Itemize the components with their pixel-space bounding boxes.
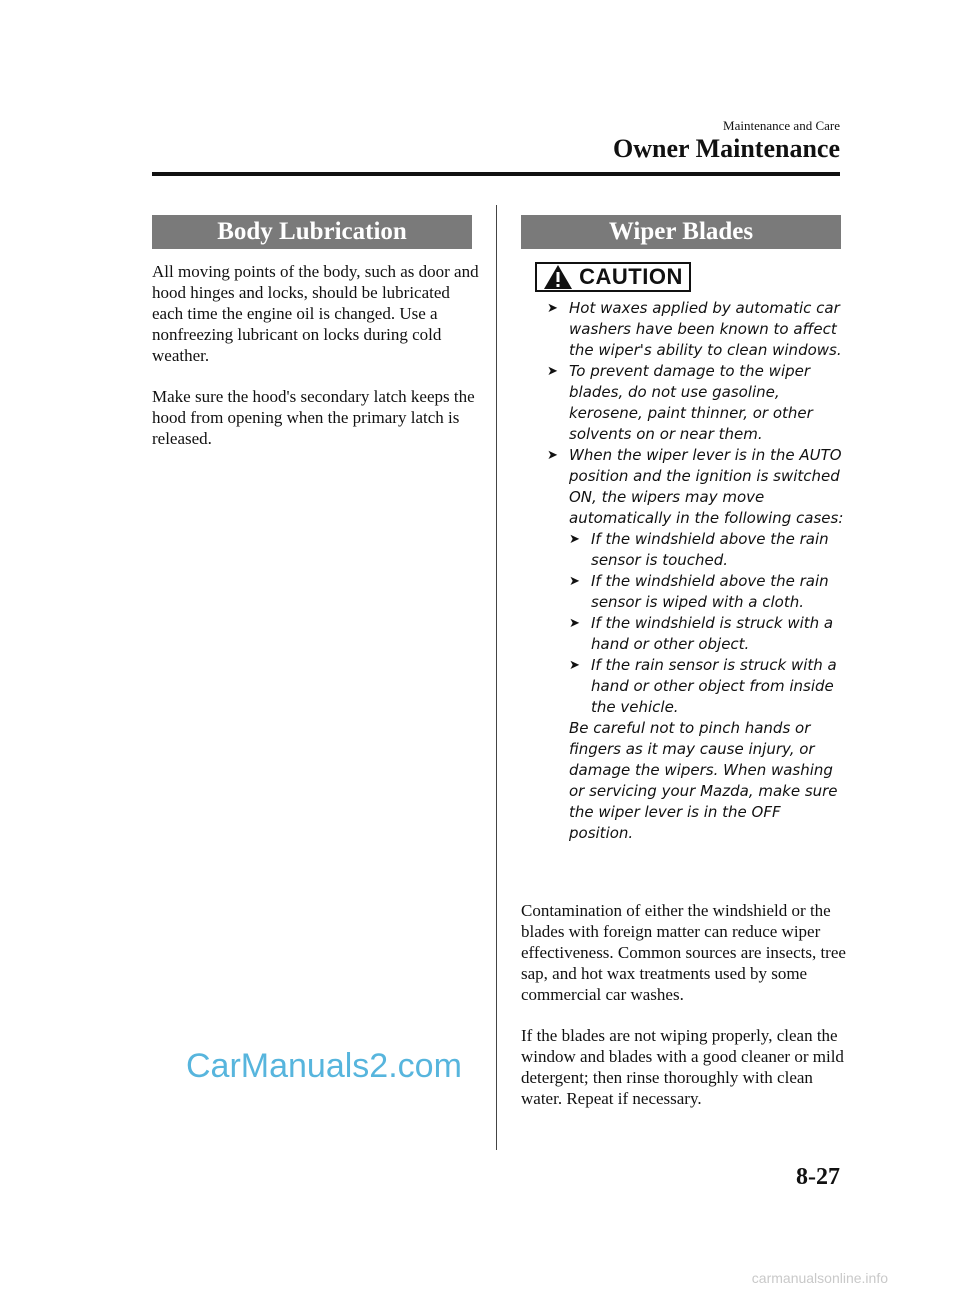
footer-watermark: carmanualsonline.info	[751, 1270, 888, 1286]
caution-subitem	[567, 571, 845, 613]
page-number: 8-27	[796, 1164, 840, 1190]
caution-list	[545, 298, 845, 844]
arrow-bullet-icon: ➤	[569, 616, 580, 631]
caution-subitem-text: If the windshield above the rain sensor is wiped with a cloth.	[591, 572, 829, 611]
arrow-bullet-icon: ➤	[569, 532, 580, 547]
wiper-blades-title: Wiper Blades	[521, 215, 841, 249]
wiper-blades-paragraph-1: Contamination of either the windshield or the blades with foreign matter can reduce wiper effectiveness. Common sources are insects, tree sap, and hot wax treatments used by some commercial car washes.	[521, 901, 846, 1004]
caution-item	[545, 298, 845, 361]
header-rule	[152, 172, 840, 176]
header-section: Maintenance and Care	[723, 118, 840, 133]
caution-subitem-text: If the rain sensor is struck with a hand or other object from inside the vehicle.	[591, 656, 837, 716]
caution-item-text: To prevent damage to the wiper blades, do not use gasoline, kerosene, paint thinner, or other solvents on or near them.	[569, 362, 813, 443]
caution-item-text: Hot waxes applied by automatic car washers have been known to affect the wiper's ability to clean windows.	[569, 299, 842, 359]
caution-subitem	[567, 529, 845, 571]
body-lubrication-title: Body Lubrication	[152, 215, 472, 249]
caution-item	[545, 361, 845, 445]
arrow-bullet-icon: ➤	[547, 301, 558, 316]
wiper-blades-paragraph-2: If the blades are not wiping properly, clean the window and blades with a good cleaner or mild detergent; then rinse thoroughly with clean water. Repeat if necessary.	[521, 1026, 844, 1108]
caution-item	[545, 445, 845, 529]
caution-note: Be careful not to pinch hands or fingers as it may cause injury, or damage the wipers. When washing or servicing your Mazda, make sure the wiper lever is in the OFF position.	[569, 719, 838, 842]
header-chapter: Owner Maintenance	[613, 134, 840, 163]
arrow-bullet-icon: ➤	[569, 574, 580, 589]
caution-item-text: When the wiper lever is in the AUTO position and the ignition is switched ON, the wipers may move automatically in the following cases:	[569, 446, 844, 527]
body-lubrication-paragraph-1: All moving points of the body, such as door and hood hinges and locks, should be lubricated each time the engine oil is changed. Use a nonfreezing lubricant on locks during cold weather.	[152, 262, 479, 365]
watermark-logo: CarManuals2.com	[186, 1047, 462, 1085]
caution-subitem-text: If the windshield above the rain sensor is touched.	[591, 530, 829, 569]
caution-label: CAUTION	[579, 264, 683, 289]
caution-subitem	[567, 613, 845, 655]
warning-triangle-icon	[543, 264, 573, 290]
arrow-bullet-icon: ➤	[547, 448, 558, 463]
caution-subitem-text: If the windshield is struck with a hand or other object.	[591, 614, 834, 653]
caution-subitem	[567, 655, 845, 718]
column-divider	[496, 205, 497, 1150]
caution-badge	[535, 262, 691, 292]
body-lubrication-paragraph-2: Make sure the hood's secondary latch keeps the hood from opening when the primary latch is released.	[152, 387, 475, 448]
arrow-bullet-icon: ➤	[569, 658, 580, 673]
arrow-bullet-icon: ➤	[547, 364, 558, 379]
